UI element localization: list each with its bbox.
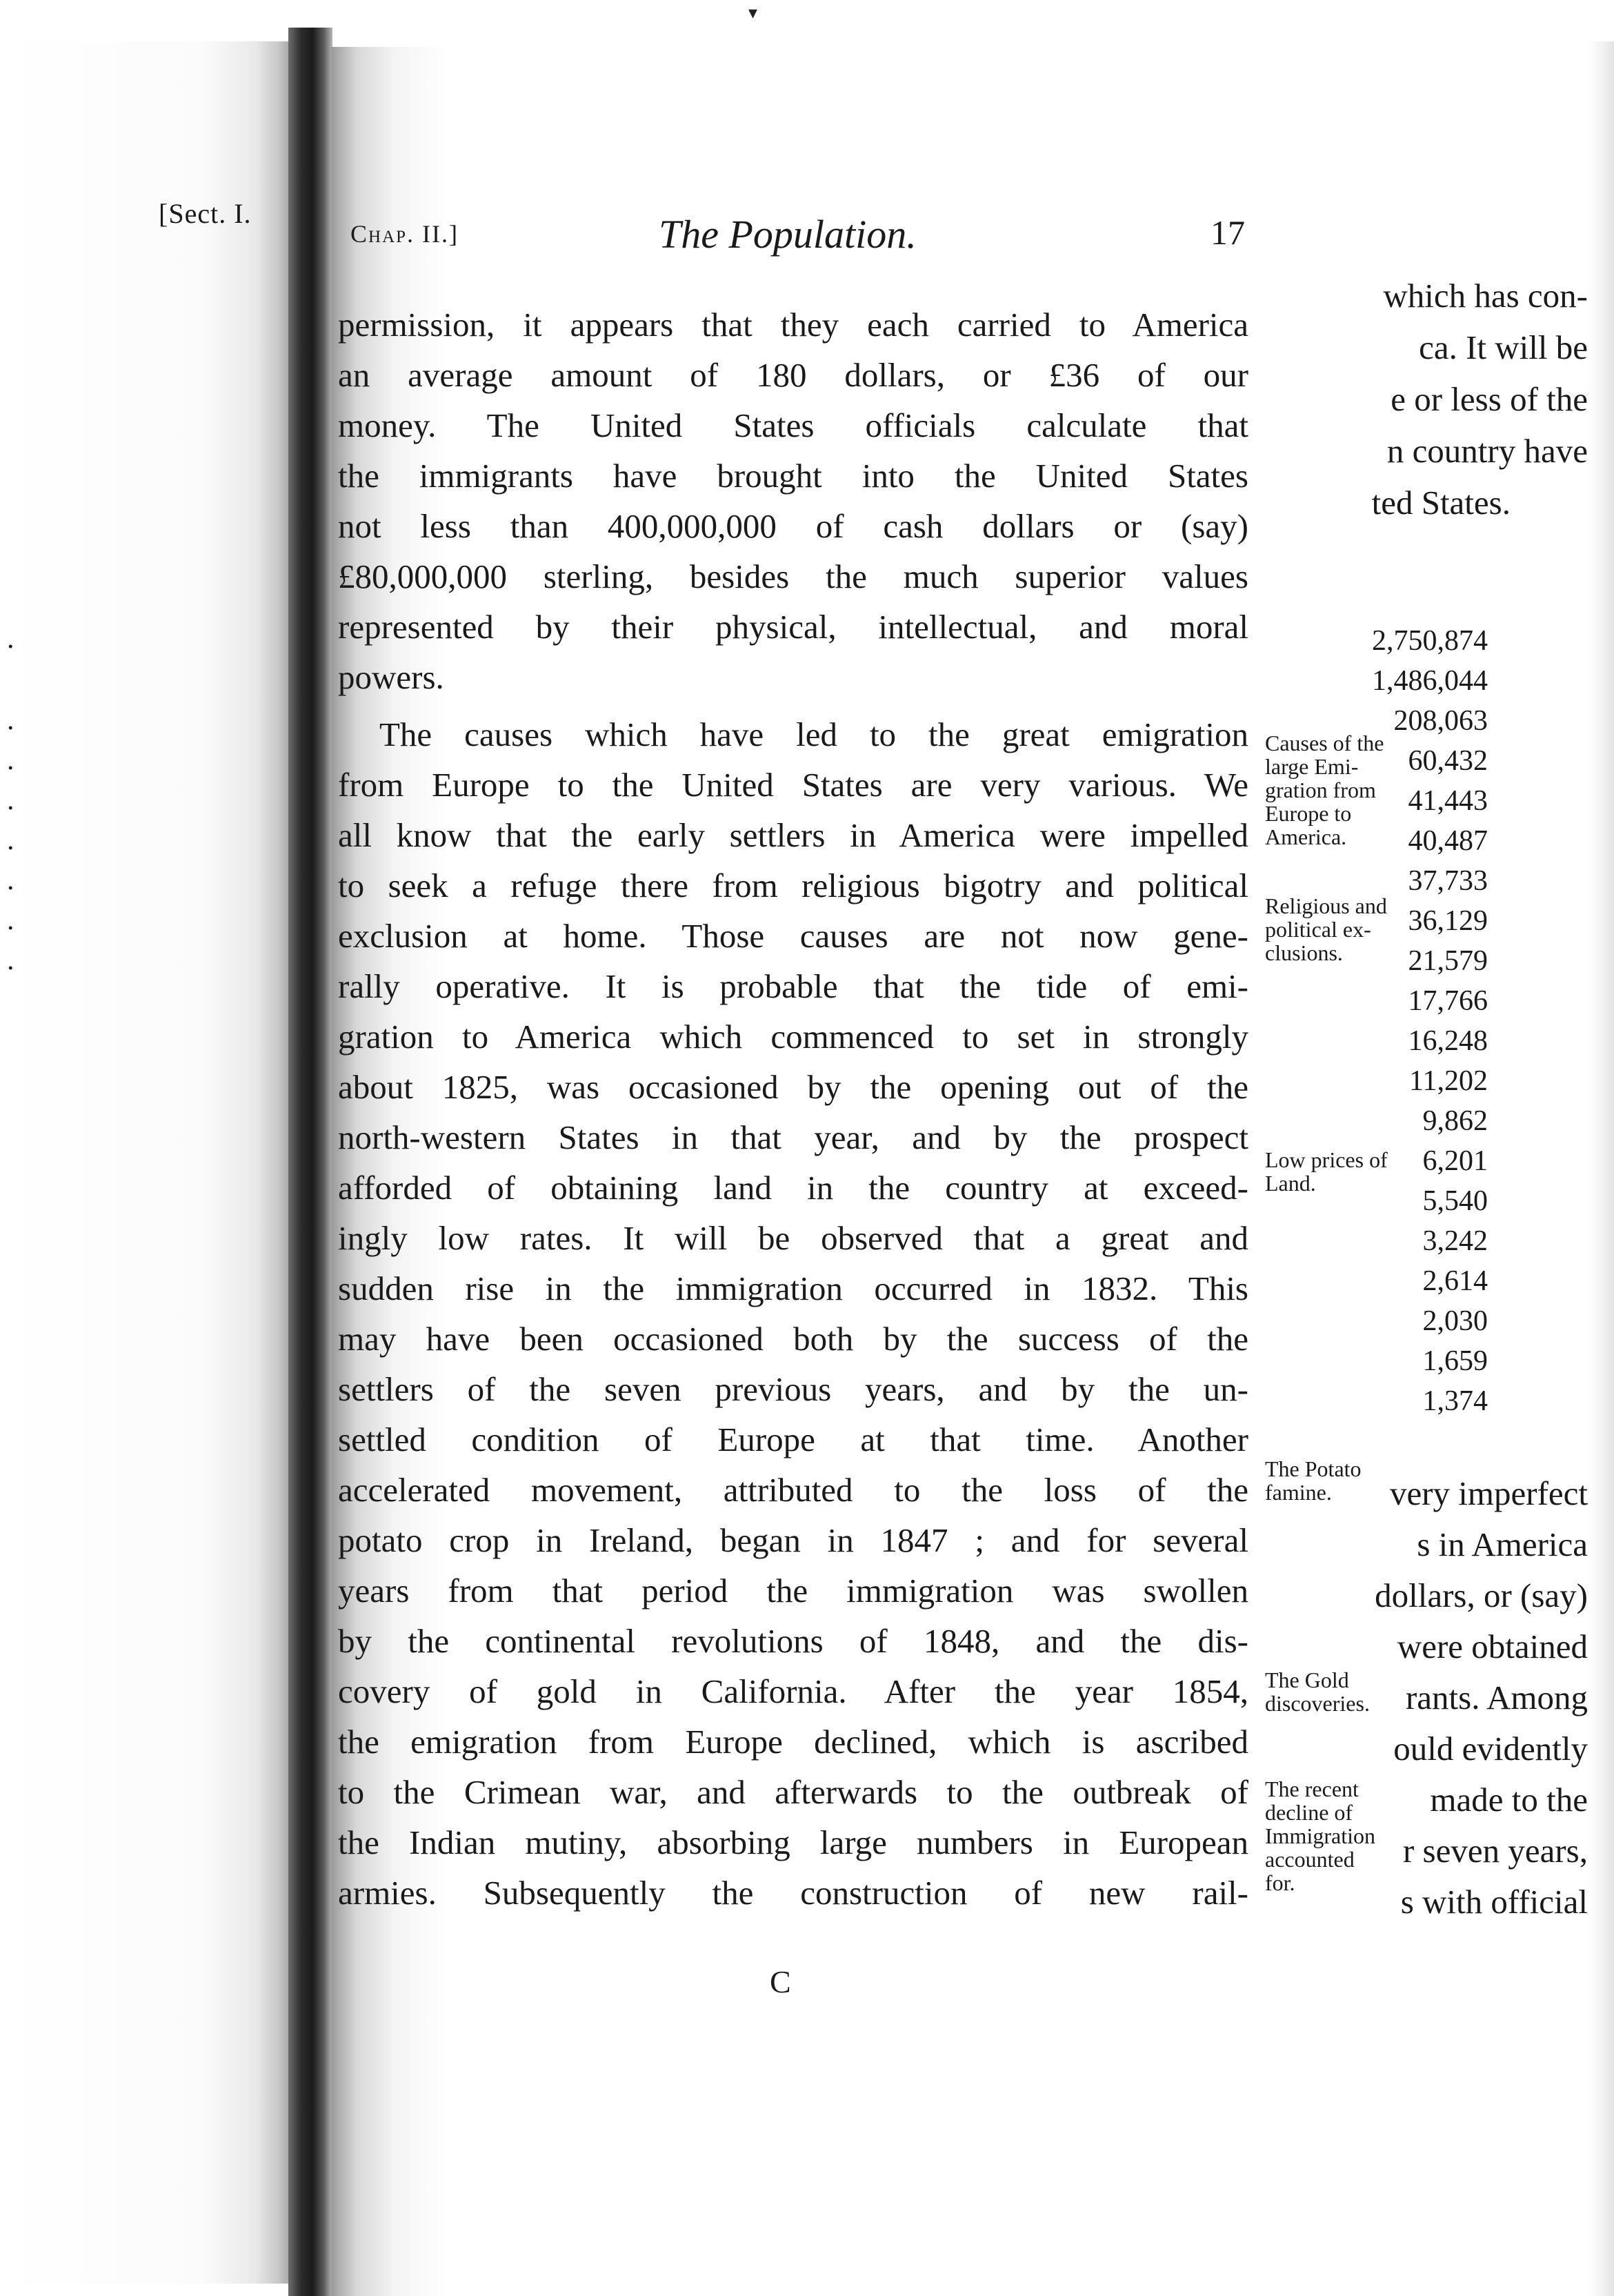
- body-line: permission, it appears that they each carried to America: [338, 306, 1248, 344]
- margin-note-line: large Emi-: [1265, 754, 1359, 779]
- body-line: £80,000,000 sterling, besides the much superior values: [338, 557, 1248, 595]
- left-text-line: made to the: [1430, 1781, 1588, 1819]
- left-text-line: ould evidently: [1393, 1730, 1588, 1768]
- page-title: The Population.: [659, 212, 917, 257]
- left-text-line: dollars, or (say): [1375, 1576, 1588, 1614]
- left-number: 2,750,874: [1372, 625, 1488, 657]
- previous-page: [0, 41, 290, 2284]
- margin-note-line: Land.: [1265, 1171, 1316, 1196]
- leader-dot: .: [7, 784, 14, 816]
- left-number: 1,486,044: [1372, 665, 1488, 697]
- margin-note: [1265, 731, 1384, 849]
- leader-dot: .: [7, 864, 14, 896]
- margin-note-line: famine.: [1265, 1480, 1332, 1505]
- leader-dot: .: [7, 704, 14, 736]
- margin-note-line: Religious and: [1265, 893, 1387, 918]
- body-line: sudden rise in the immigration occurred in 1832. This: [338, 1269, 1248, 1307]
- body-line: the emigration from Europe declined, which is ascribed: [338, 1723, 1248, 1761]
- body-line: may have been occasioned both by the success of the: [338, 1320, 1248, 1358]
- chapter-heading: Chap. II.]: [350, 220, 459, 248]
- body-line: to seek a refuge there from religious bigotry and political: [338, 867, 1248, 904]
- margin-note-line: Low prices of: [1265, 1147, 1388, 1172]
- margin-note-line: gration from: [1265, 778, 1376, 802]
- left-number: 36,129: [1408, 905, 1488, 937]
- left-text-line: ted States.: [1371, 484, 1511, 522]
- margin-note-line: political ex-: [1265, 917, 1371, 942]
- left-number: 17,766: [1408, 985, 1488, 1017]
- book-gutter: [288, 28, 332, 2296]
- body-line: to the Crimean war, and afterwards to the outbreak of: [338, 1773, 1248, 1811]
- left-text-line: n country have: [1386, 432, 1588, 470]
- leader-dot: .: [7, 623, 14, 655]
- left-text-line: rants. Among: [1405, 1679, 1588, 1716]
- left-running-head: [Sect. I.: [159, 198, 252, 229]
- leader-dot: .: [7, 744, 14, 776]
- left-number: 5,540: [1422, 1185, 1488, 1217]
- body-line: accelerated movement, attributed to the loss of the: [338, 1471, 1248, 1509]
- margin-note-line: The Potato: [1265, 1456, 1362, 1481]
- left-text-line: were obtained: [1397, 1627, 1588, 1665]
- left-number: 6,201: [1422, 1145, 1488, 1177]
- body-line: years from that period the immigration was swollen: [338, 1572, 1248, 1610]
- left-text-line: s with official: [1400, 1883, 1588, 1921]
- body-line: from Europe to the United States are very various. We: [338, 766, 1248, 804]
- body-line: settlers of the seven previous years, and by the un-: [338, 1370, 1248, 1408]
- left-number: 41,443: [1408, 785, 1488, 817]
- margin-note-line: Europe to: [1265, 801, 1352, 826]
- margin-note: [1265, 1777, 1375, 1894]
- margin-note-line: discoveries.: [1265, 1691, 1370, 1716]
- left-text-line: r seven years,: [1402, 1832, 1588, 1870]
- margin-note-line: decline of: [1265, 1800, 1353, 1825]
- page-edge: [1586, 41, 1614, 2296]
- top-mark: ▾: [748, 3, 758, 23]
- leader-dot: .: [7, 944, 14, 976]
- body-line: represented by their physical, intellectual, and moral: [338, 608, 1248, 646]
- left-text-line: s in America: [1417, 1525, 1588, 1563]
- page-number: 17: [1210, 213, 1245, 252]
- left-number: 21,579: [1408, 945, 1488, 977]
- margin-note-line: The recent: [1265, 1777, 1359, 1801]
- body-line: about 1825, was occasioned by the opening out of the: [338, 1068, 1248, 1106]
- left-text-line: ca. It will be: [1419, 328, 1588, 366]
- margin-note-line: America.: [1265, 824, 1347, 849]
- margin-note: [1265, 1668, 1370, 1715]
- margin-note: [1265, 1457, 1362, 1504]
- body-line: settled condition of Europe at that time. Another: [338, 1421, 1248, 1458]
- margin-note: [1265, 1148, 1388, 1195]
- left-number: 9,862: [1422, 1105, 1488, 1137]
- body-line: exclusion at home. Those causes are not now gene-: [338, 917, 1248, 955]
- body-line: armies. Subsequently the construction of new rail-: [338, 1874, 1248, 1912]
- body-line: potato crop in Ireland, began in 1847 ; and for several: [338, 1521, 1248, 1559]
- body-line: rally operative. It is probable that the tide of emi-: [338, 967, 1248, 1005]
- body-line: afforded of obtaining land in the country at exceed-: [338, 1169, 1248, 1207]
- leader-dot: .: [7, 904, 14, 936]
- body-line: money. The United States officials calculate that: [338, 406, 1248, 444]
- body-line: by the continental revolutions of 1848, and the dis-: [338, 1622, 1248, 1660]
- margin-note-line: clusions.: [1265, 940, 1343, 965]
- margin-note-line: Causes of the: [1265, 731, 1384, 755]
- body-line: the Indian mutiny, absorbing large numbers in European: [338, 1823, 1248, 1861]
- margin-note-line: Immigration: [1265, 1823, 1375, 1848]
- margin-note-line: for.: [1265, 1870, 1295, 1895]
- body-line: The causes which have led to the great emigration: [379, 715, 1248, 753]
- body-line: north-western States in that year, and by the prospect: [338, 1118, 1248, 1156]
- body-line: the immigrants have brought into the United States: [338, 457, 1248, 495]
- margin-note-line: accounted: [1265, 1847, 1355, 1872]
- left-number: 40,487: [1408, 825, 1488, 857]
- left-text-line: which has con-: [1383, 277, 1588, 315]
- margin-note: [1265, 894, 1387, 964]
- left-number: 60,432: [1408, 745, 1488, 777]
- left-number: 208,063: [1393, 705, 1488, 737]
- body-line: all know that the early settlers in America were impelled: [338, 816, 1248, 854]
- body-line: ingly low rates. It will be observed that a great and: [338, 1219, 1248, 1257]
- left-number: 2,030: [1422, 1305, 1488, 1337]
- body-line: an average amount of 180 dollars, or £36 of our: [338, 356, 1248, 394]
- left-text-line: e or less of the: [1391, 380, 1588, 418]
- body-line: covery of gold in California. After the year 1854,: [338, 1672, 1248, 1710]
- left-number: 16,248: [1408, 1025, 1488, 1057]
- body-line: gration to America which commenced to set in strongly: [338, 1018, 1248, 1056]
- left-number: 37,733: [1408, 865, 1488, 897]
- body-line: powers.: [338, 658, 444, 696]
- left-number: 11,202: [1409, 1065, 1488, 1097]
- left-text-line: very imperfect: [1389, 1474, 1588, 1512]
- margin-note-line: The Gold: [1265, 1667, 1349, 1692]
- signature-mark: C: [770, 1964, 791, 1999]
- leader-dot: .: [7, 824, 14, 856]
- left-number: 3,242: [1422, 1225, 1488, 1257]
- left-number: 2,614: [1422, 1265, 1488, 1297]
- left-number: 1,374: [1422, 1385, 1488, 1417]
- left-number: 1,659: [1422, 1345, 1488, 1377]
- body-line: not less than 400,000,000 of cash dollars or (say): [338, 507, 1248, 545]
